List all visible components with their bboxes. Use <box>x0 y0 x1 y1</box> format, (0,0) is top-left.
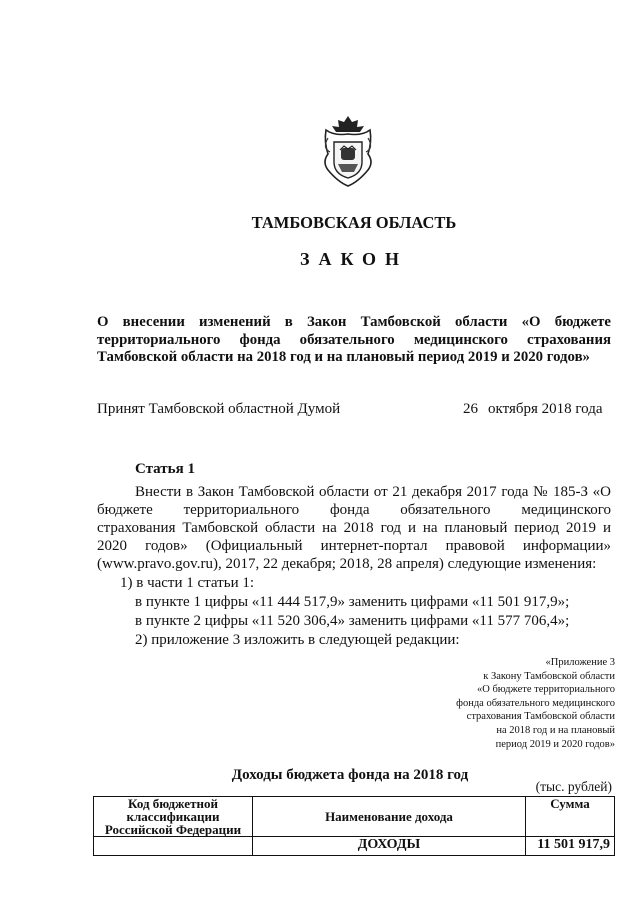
adoption-month-year: октября 2018 года <box>488 401 603 417</box>
law-title-line: О внесении изменений в Закон Тамбовской области «О бюджете <box>97 314 611 330</box>
appendix-note-line: на 2018 год и на плановый <box>496 724 615 736</box>
change-item: 2) приложение 3 изложить в следующей редакции: <box>135 632 460 648</box>
revenue-table <box>93 796 615 856</box>
region-heading: ТАМБОВСКАЯ ОБЛАСТЬ <box>251 213 457 232</box>
article-body-line: бюджете территориального фонда обязательного медицинского <box>97 502 611 518</box>
cell-amount: 11 501 917,9 <box>526 837 615 856</box>
table-title: Доходы бюджета фонда на 2018 год <box>231 767 469 783</box>
adopted-by: Принят Тамбовской областной Думой <box>97 401 341 417</box>
column-header-code: Код бюджетной классификации Российской Федерации <box>94 797 253 837</box>
adoption-date <box>463 401 603 418</box>
law-title-line: Тамбовской области на 2018 год и на плановый период 2019 и 2020 годов» <box>97 349 590 365</box>
appendix-note-line: период 2019 и 2020 годов» <box>495 738 615 750</box>
article-body <box>97 483 611 573</box>
cell-name: ДОХОДЫ <box>253 837 526 856</box>
change-item: в пункте 2 цифры «11 520 306,4» заменить цифрами «11 577 706,4»; <box>135 613 570 629</box>
appendix-note-line: «О бюджете территориального <box>477 684 615 696</box>
law-title-line: территориального фонда обязательного медицинского страхования <box>97 331 611 348</box>
article-heading: Статья 1 <box>135 461 195 477</box>
adoption-day: 26 <box>463 401 478 417</box>
appendix-note-line: фонда обязательного медицинского <box>456 697 615 709</box>
change-item: в пункте 1 цифры «11 444 517,9» заменить цифрами «11 501 917,9»; <box>135 594 570 610</box>
change-item: 1) в части 1 статьи 1: <box>120 575 255 591</box>
column-header-amount: Сумма <box>526 797 615 837</box>
coat-of-arms-emblem <box>318 112 378 188</box>
article-body-line: 2020 годов» (Официальный интернет-портал правовой информации» <box>97 538 611 554</box>
column-header-name: Наименование дохода <box>253 797 526 837</box>
article-body-line: Внести в Закон Тамбовской области от 21 декабря 2017 года № 185-З «О <box>135 484 611 500</box>
table-row <box>94 837 615 856</box>
cell-code <box>94 837 253 856</box>
tambov-coat-of-arms-icon <box>318 112 378 188</box>
document-type-heading: ЗАКОН <box>299 249 409 269</box>
appendix-note-line: страхования Тамбовской области <box>466 711 615 723</box>
article-body-line: (www.pravo.gov.ru), 2017, 22 декабря; 2018, 28 апреля) следующие изменения: <box>97 556 597 572</box>
table-header-row <box>94 797 615 837</box>
law-title <box>97 314 611 367</box>
appendix-note-line: к Закону Тамбовской области <box>483 670 615 682</box>
appendix-note-line: «Приложение 3 <box>545 657 615 668</box>
article-body-line: страхования Тамбовской области на 2018 год и на плановый период 2019 и <box>97 520 611 536</box>
appendix-note <box>395 656 615 751</box>
table-units: (тыс. рублей) <box>535 779 612 794</box>
